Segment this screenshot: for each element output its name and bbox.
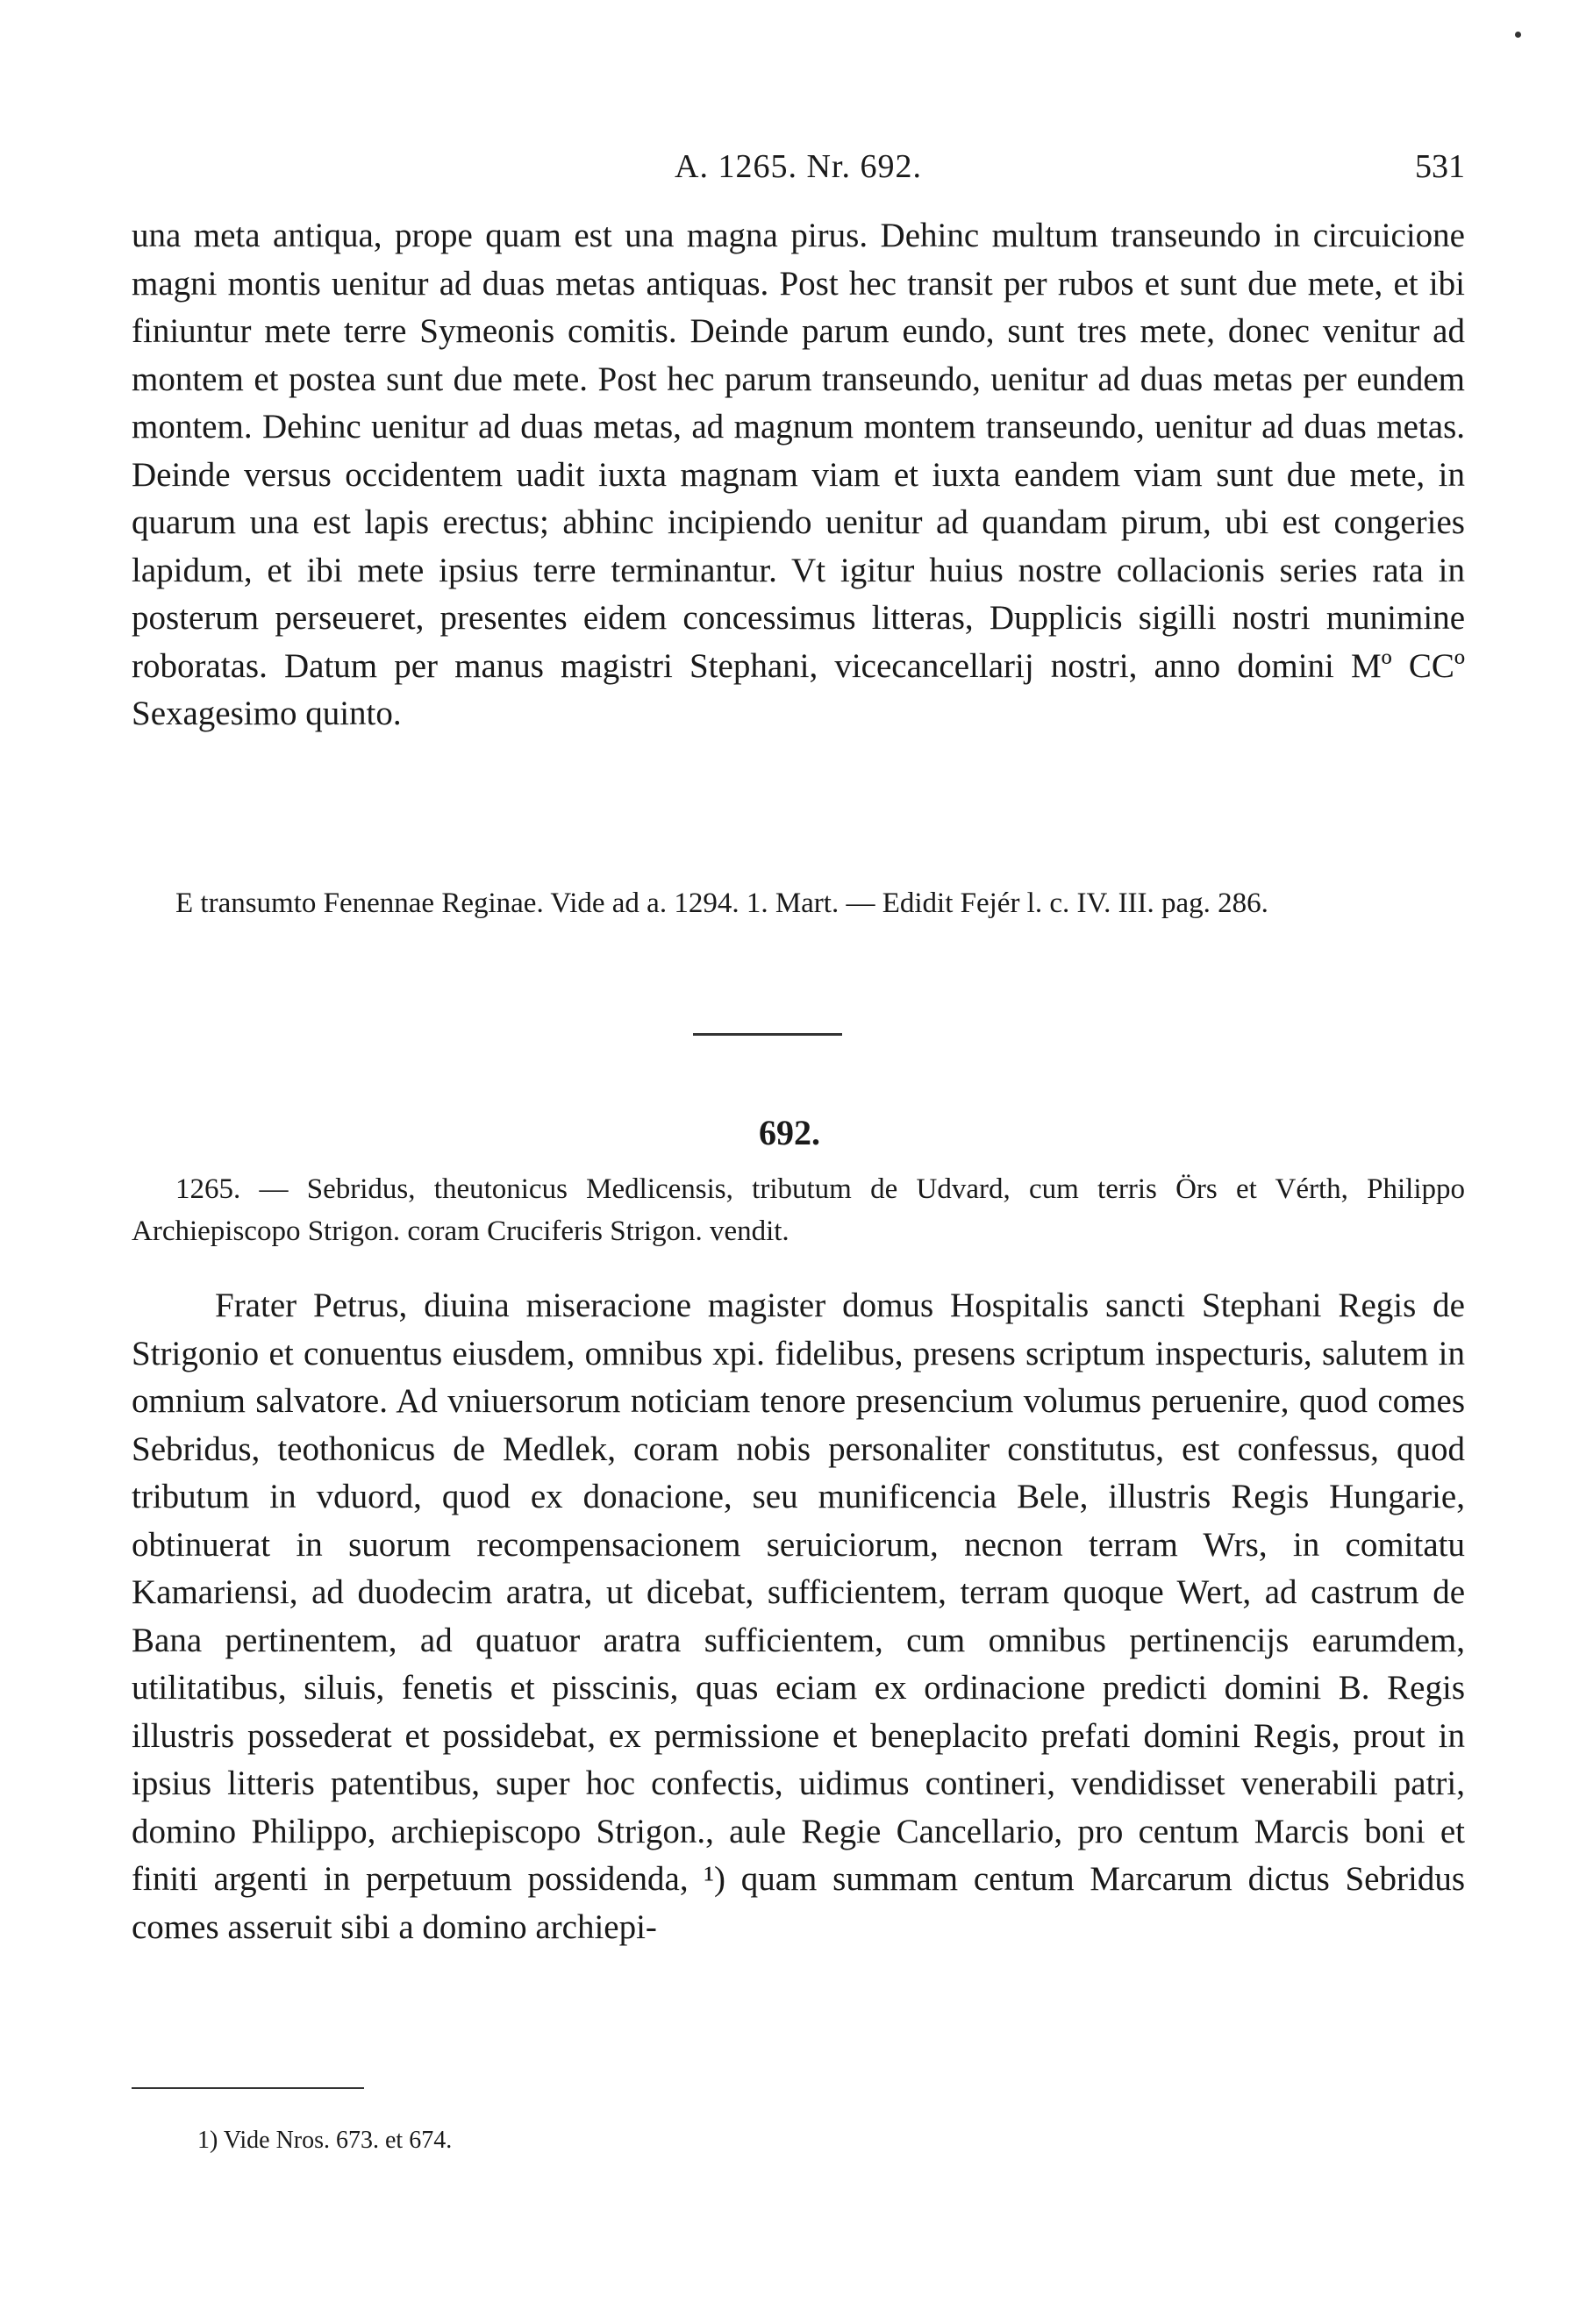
source-note — [132, 881, 1465, 925]
charter-summary — [132, 1168, 1465, 1252]
section-separator — [693, 1033, 842, 1036]
running-header — [132, 147, 1465, 191]
footnote-rule — [132, 2087, 364, 2089]
scan-speck — [1515, 32, 1521, 38]
running-title: A. 1265. Nr. 692. — [675, 148, 922, 185]
charter-text-paragraph: Frater Petrus, diuina miseracione magister domus Hospitalis sancti Stephani Regis de Strigonio et conuentus eiusdem, omnibus xpi. fidelibus, presens scriptum inspecturis, salutem in omnium salvatore. Ad vniuersorum noticiam tenore presencium volumus peruenire, quod comes Sebridus, teothonicus de Medlek, coram nobis personaliter constitutus, est confessus, quod tributum in vduord, quod ex donacione, seu munificencia Bele, illustris Regis Hungarie, obtinuerat in suorum recompensacionem seruiciorum, necnon terram Wrs, in comitatu Kamariensi, ad duodecim aratra, ut dicebat, sufficientem, terram quoque Wert, ad castrum de Bana pertinentem, ad quatuor aratra sufficientem, cum omnibus pertinencijs earumdem, utilitatibus, siluis, fenetis et pisscinis, quas eciam ex ordinacione predicti domini B. Regis illustris possederat et possidebat, ex permissione et beneplacito prefati domini Regis, prout in ipsius litteris patentibus, super hoc confectis, uidimus contineri, vendidisset venerabili patri, domino Philippo, archiepiscopo Strigon., aule Regie Cancellario, pro centum Marcis boni et finiti argenti in perpetuum possidenda, ¹) quam summam centum Marcarum dictus Sebridus comes asseruit sibi a domino archiepi- — [132, 1287, 1465, 1946]
continuation-paragraph: una meta antiqua, prope quam est una magna pirus. Dehinc multum transeundo in circuicione magni montis uenitur ad duas metas antiquas. Post hec transit per rubos et sunt due mete, et ibi finiuntur mete terre Symeonis comitis. Deinde parum eundo, sunt tres mete, donec venitur ad montem et postea sunt due mete. Post hec parum transeundo, uenitur ad duas metas per eundem montem. Dehinc uenitur ad duas metas, ad magnum montem transeundo, uenitur ad duas metas. Deinde versus occidentem uadit iuxta magnam viam et iuxta eandem viam sunt due mete, in quarum una est lapis erectus; abhinc incipiendo uenitur ad quandam pirum, ubi est congeries lapidum, et ibi mete ipsius terre terminantur. Vt igitur huius nostre collacionis series rata in posterum perseueret, presentes eidem concessimus litteras, Dupplicis sigilli nostri munimine roboratas. Datum per manus magistri Stephani, vicecancellarij nostri, anno domini Mº CCº Sexagesimo quinto. — [132, 217, 1465, 732]
charter-text — [132, 1282, 1465, 1951]
charter-number: 692. — [759, 1113, 820, 1152]
charter-summary-text: 1265. — Sebridus, theutonicus Medlicensis, tributum de Udvard, cum terris Örs et Vérth, Philippo Archiepiscopo Strigon. coram Cruciferis Strigon. vendit. — [132, 1173, 1465, 1247]
source-note-text: E transumto Fenennae Reginae. Vide ad a. 1294. 1. Mart. — Edidit Fejér l. c. IV. III. pag. 286. — [175, 888, 1268, 919]
footnote: 1) Vide Nros. 673. et 674. — [197, 2127, 453, 2154]
page-number: 531 — [1415, 148, 1465, 185]
